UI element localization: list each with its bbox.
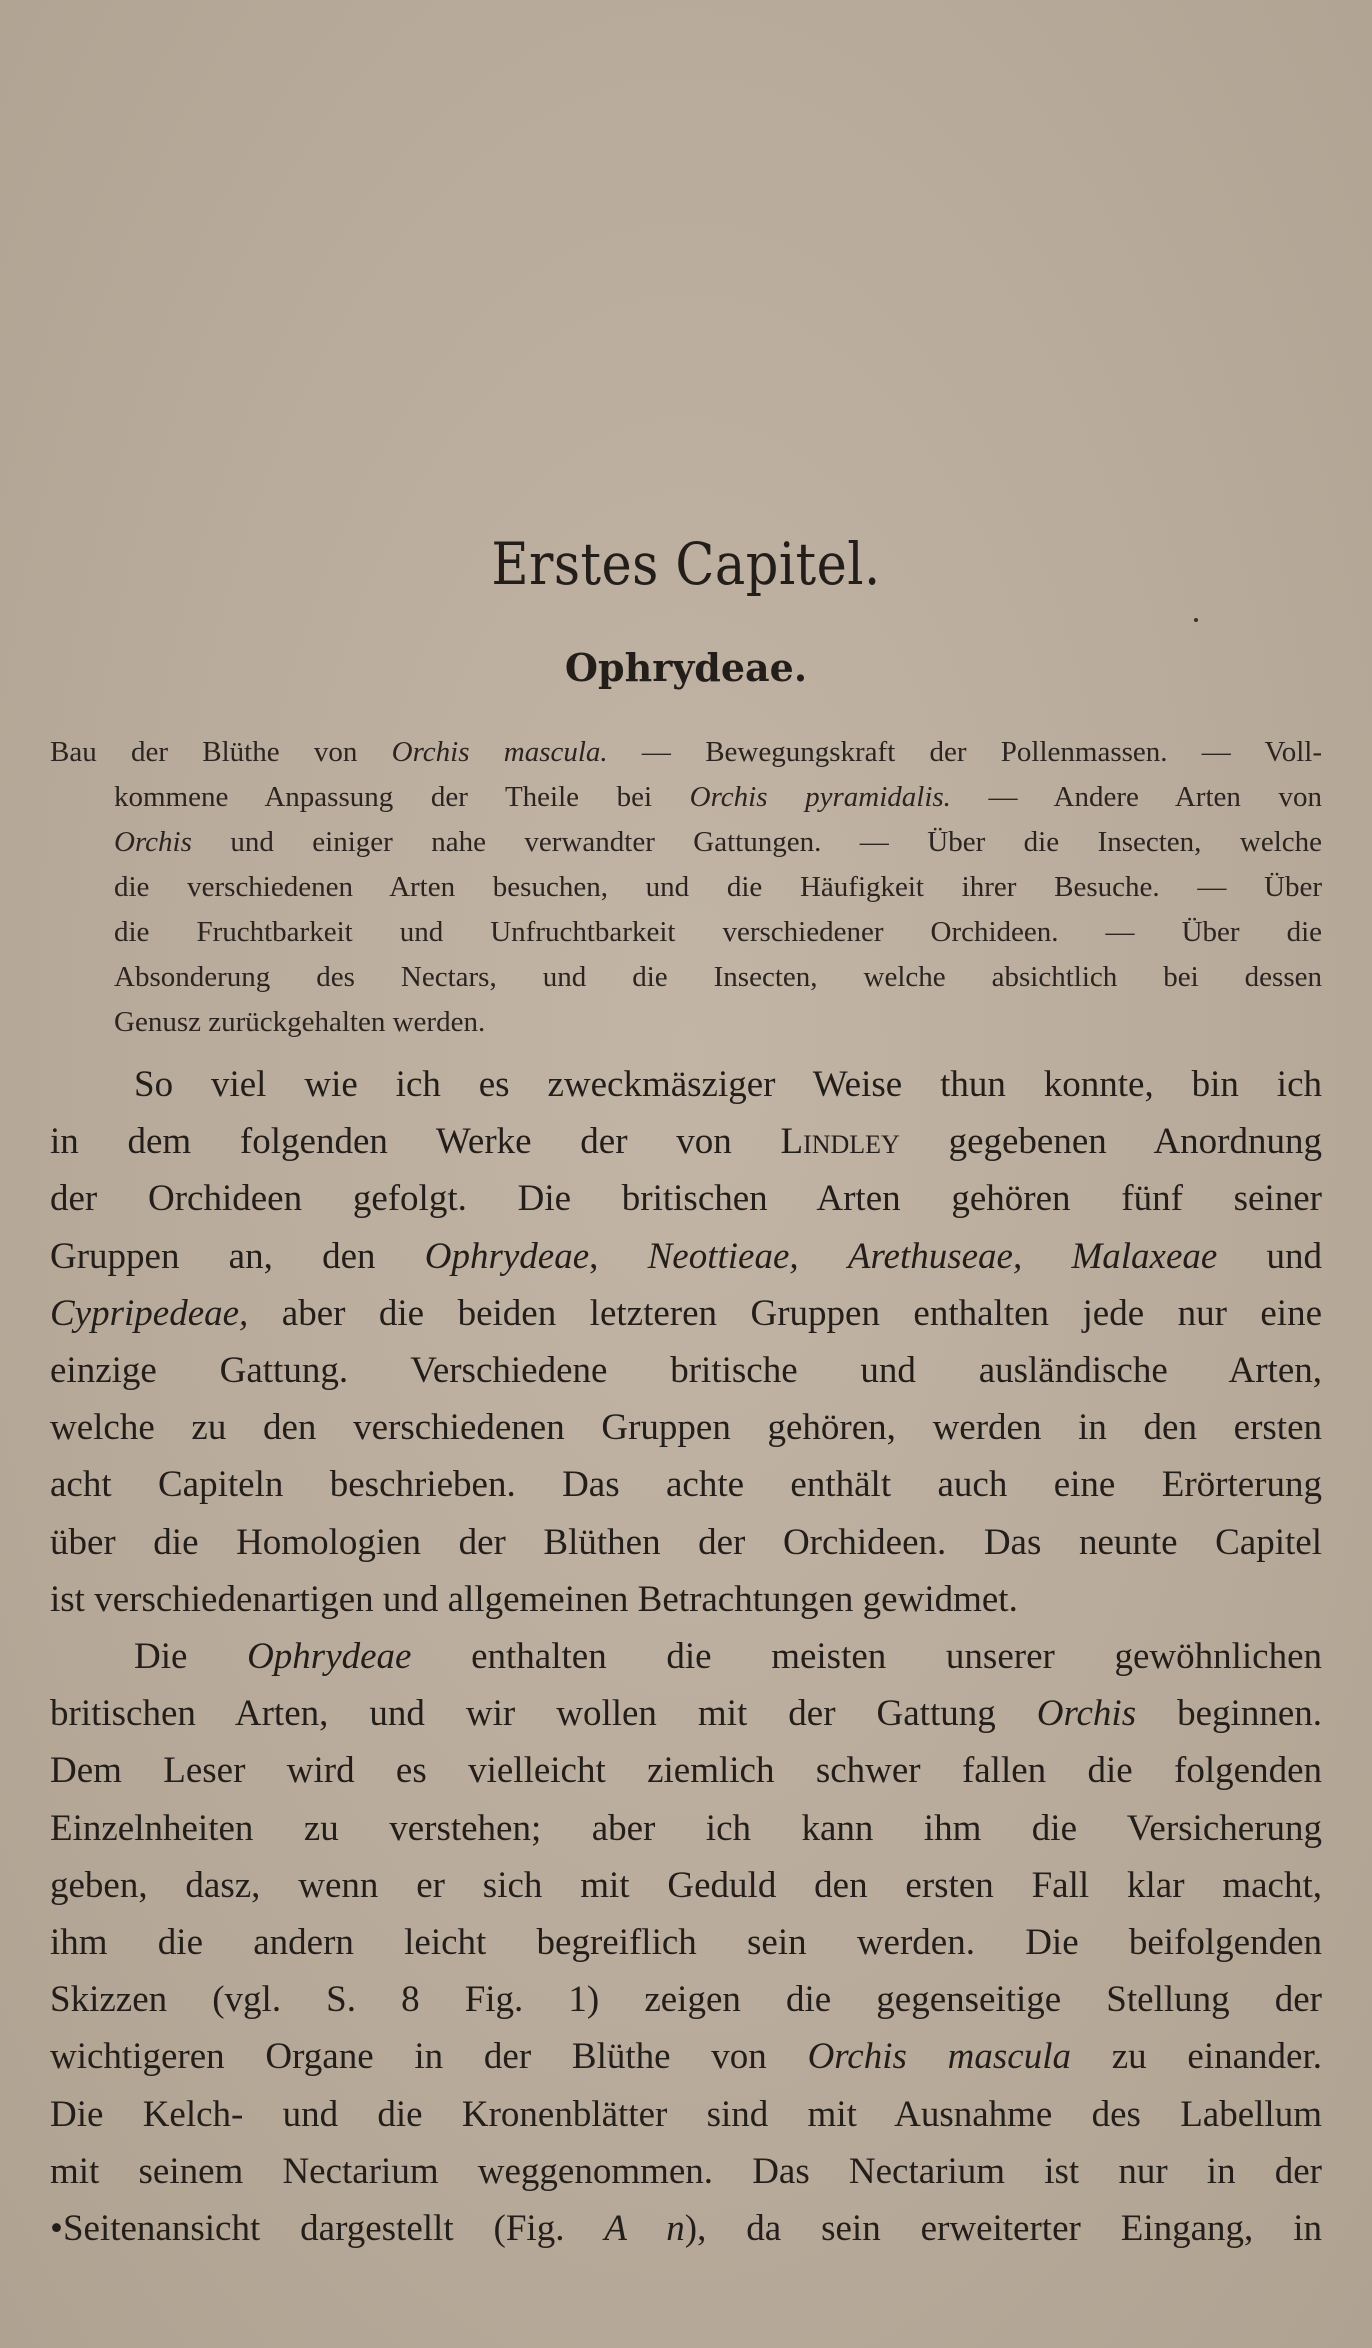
text-line: mit seinem Nectarium weggenommen. Das Nectarium ist nur in der (50, 2150, 1322, 2192)
text-line: So viel wie ich es zweckmäsziger Weise thun konnte, bin ich (134, 1064, 1322, 1105)
summary-line: Genusz zurückgehalten werden. (114, 1006, 486, 1038)
text-line: Einzelnheiten zu verstehen; aber ich kann ihm die Versicherung (50, 1807, 1322, 1849)
text-line: welche zu den verschiedenen Gruppen gehören, werden in den ersten (50, 1407, 1322, 1449)
text-line: Skizzen (vgl. S. 8 Fig. 1) zeigen die gegenseitige Stellung der (50, 1979, 1322, 2021)
paragraph-2 (50, 1628, 1322, 2257)
body-text (50, 1056, 1322, 2257)
summary-line: die Fruchtbarkeit und Unfruchtbarkeit verschiedener Orchideen. — Über die (114, 916, 1322, 948)
text-line: Die Ophrydeae enthalten die meisten unserer gewöhnlichen (134, 1636, 1322, 1678)
text-line: in dem folgenden Werke der von Lindley gegebenen Anordnung (50, 1121, 1322, 1163)
text-line: der Orchideen gefolgt. Die britischen Arten gehören fünf seiner (50, 1178, 1322, 1220)
summary-line: die verschiedenen Arten besuchen, und die Häufigkeit ihrer Besuche. — Über (114, 871, 1322, 903)
text-line: Cypripedeae, aber die beiden letzteren Gruppen enthalten jede nur eine (50, 1292, 1322, 1334)
section-title: Ophrydeae. (564, 645, 808, 690)
text-line: Dem Leser wird es vielleicht ziemlich schwer fallen die folgenden (50, 1750, 1322, 1792)
text-line: ist verschiedenartigen und allgemeinen Betrachtungen gewidmet. (50, 1578, 1018, 1620)
text-line: über die Homologien der Blüthen der Orchideen. Das neunte Capitel (50, 1521, 1322, 1563)
text-line: britischen Arten, und wir wollen mit der Gattung Orchis beginnen. (50, 1693, 1322, 1735)
chapter-summary (50, 730, 1322, 1045)
text-line: Die Kelch- und die Kronenblätter sind mit Ausnahme des Labellum (50, 2093, 1322, 2135)
text-line: einzige Gattung. Verschiedene britische und ausländische Arten, (50, 1350, 1322, 1392)
summary-line: Orchis und einiger nahe verwandter Gattungen. — Über die Insecten, welche (114, 826, 1322, 858)
text-line: •Seitenansicht dargestellt (Fig. A n), da sein erweiterter Eingang, in (50, 2208, 1323, 2250)
text-line: Gruppen an, den Ophrydeae, Neottieae, Arethuseae, Malaxeae und (50, 1235, 1323, 1277)
text-line: geben, dasz, wenn er sich mit Geduld den ersten Fall klar macht, (50, 1864, 1322, 1906)
chapter-title: Erstes Capitel. (491, 530, 881, 598)
print-speck (1194, 618, 1198, 622)
summary-line: Bau der Blüthe von Orchis mascula. — Bewegungskraft der Pollenmassen. — Voll- (50, 736, 1323, 768)
text-line: wichtigeren Organe in der Blüthe von Orchis mascula zu einander. (50, 2036, 1322, 2078)
text-line: ihm die andern leicht begreiflich sein werden. Die beifolgenden (50, 1922, 1322, 1964)
summary-line: Absonderung des Nectars, und die Insecten, welche absichtlich bei dessen (114, 961, 1322, 993)
text-line: acht Capiteln beschrieben. Das achte enthält auch eine Erörterung (50, 1464, 1322, 1506)
summary-line: kommene Anpassung der Theile bei Orchis pyramidalis. — Andere Arten von (114, 781, 1322, 813)
paragraph-1 (50, 1056, 1322, 1628)
